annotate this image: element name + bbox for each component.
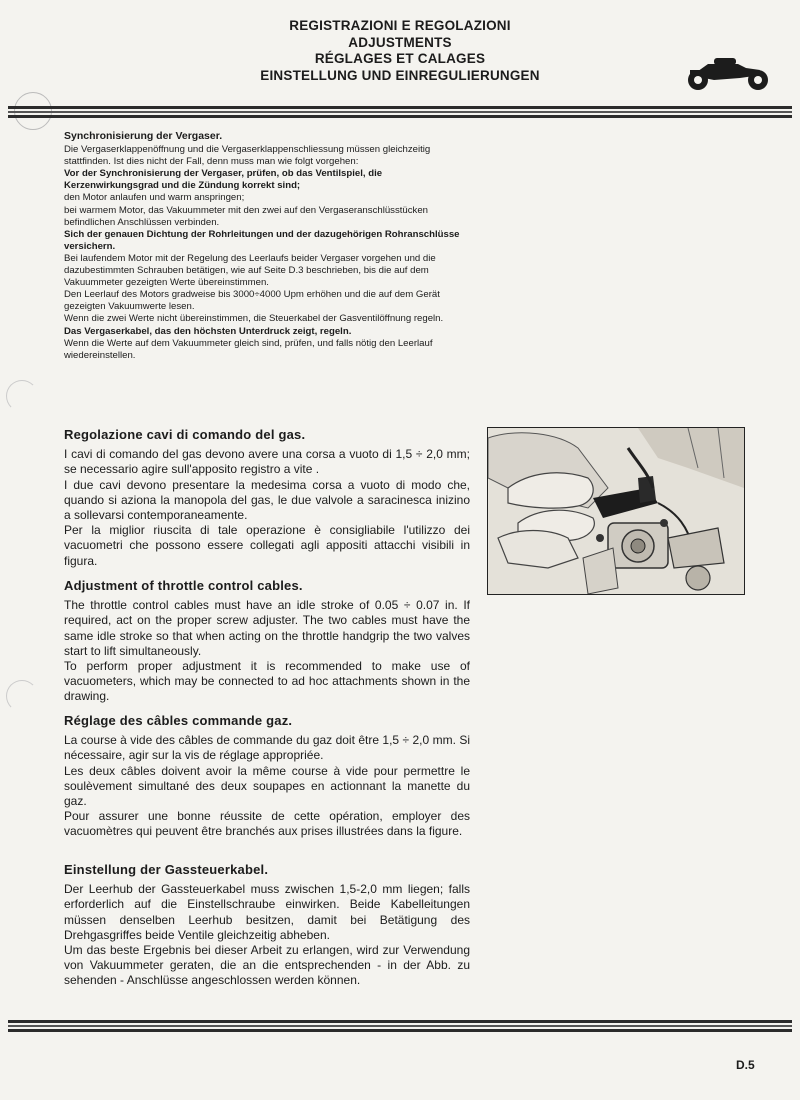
section-paragraph: I cavi di comando del gas devono avere una corsa a vuoto di 1,5 ÷ 2,0 mm; se necessario agire sull'apposito registro a vite . — [64, 447, 470, 477]
section-paragraph: Les deux câbles doivent avoir la même course à vide pour permettre le soulèvement simultané des deux soupapes en actionnant la manette du gaz. — [64, 763, 470, 809]
header-title-en: ADJUSTMENTS — [348, 34, 452, 50]
section-paragraph: Per la miglior riuscita di tale operazione è consigliabile l'utilizzo dei vacuometri che possono essere collegati agli appositi attacchi visibili in figura. — [64, 523, 470, 568]
section-paragraph: Um das beste Ergebnis bei dieser Arbeit zu erlangen, wird zur Verwendung von Vakuummeter geraten, die an die entsprechenden - in der Abb. zu sehenden - Anschlüsse angeschlossen werden können. — [64, 943, 470, 988]
header-title-fr: RÉGLAGES ET CALAGES — [314, 51, 486, 66]
page-number: D.5 — [736, 1058, 755, 1072]
section-paragraph: I due cavi devono presentare la medesima corsa a vuoto di modo che, quando si aziona la manopola del gas, le due valvole a saracinesca inizino a sollevarsi contemporaneamente. — [64, 477, 470, 523]
punch-hole-decoration — [6, 680, 38, 712]
carburettor-sync-section-de — [64, 130, 469, 362]
header-title-it: REGISTRAZIONI E REGOLAZIONI — [289, 18, 511, 33]
motorcycle-icon — [684, 56, 772, 92]
sync-bold-paragraph: Das Vergaserkabel, das den höchsten Unterdruck zeigt, regeln. — [64, 325, 352, 337]
section-heading-it: Regolazione cavi di comando del gas. — [64, 427, 306, 442]
carburettor-illustration — [488, 428, 744, 594]
sync-paragraph: Den Leerlauf des Motors gradweise bis 3000÷4000 Upm erhöhen und die auf dem Gerät gezeigten Vakuumwerte lesen. — [64, 289, 440, 313]
sync-paragraph: Wenn die Werte auf dem Vakuummeter gleich sind, prüfen, und falls nötig den Leerlauf wiedereinstellen. — [64, 337, 433, 361]
throttle-cable-section-de — [64, 862, 470, 989]
carburettor-figure — [487, 427, 745, 595]
throttle-cable-section-fr — [64, 713, 470, 840]
sync-paragraph: Bei laufendem Motor mit der Regelung des Leerlaufs beider Vergaser vorgehen und die dazubestimmten Schrauben betätigen, wie auf Seite D.3 beschrieben, bis die auf dem Vakuummeter gezeigten Werte übereinstimmen. — [64, 252, 436, 289]
sync-heading-de: Synchronisierung der Vergaser. — [64, 130, 223, 142]
punch-hole-decoration — [6, 380, 38, 412]
throttle-cable-section-en — [64, 578, 470, 705]
sync-paragraph: den Motor anlaufen und warm anspringen; — [64, 192, 245, 204]
section-heading-de: Einstellung der Gassteuerkabel. — [64, 862, 269, 877]
section-paragraph: The throttle control cables must have an idle stroke of 0.05 ÷ 0.07 in. If required, act on the proper screw adjuster. The two cables must have the same idle stroke so that when acting on the throttle handgrip the two valves start to lift simultaneously. — [64, 598, 470, 658]
section-paragraph: To perform proper adjustment it is recommended to make use of vacuometers, which may be connected to ad hoc attachments shown in the drawing. — [64, 659, 470, 704]
throttle-cable-section-it — [64, 427, 470, 569]
section-paragraph: Pour assurer une bonne réussite de cette opération, employer des vacuomètres qui peuvent être branchés aux prises illustrées dans la figure. — [64, 809, 470, 839]
section-paragraph: Der Leerhub der Gassteuerkabel muss zwischen 1,5-2,0 mm liegen; falls erforderlich auf die Einstellschraube einwirken. Beide Kabelleitungen müssen denselben Leerhub besitzen, damit bei Betätigung des Drehgasgriffes beide Ventile gleichzeitig abheben. — [64, 882, 470, 942]
sync-paragraph: Wenn die zwei Werte nicht übereinstimmen, die Steuerkabel der Gasventilöffnung regeln. — [64, 313, 444, 325]
header-divider — [8, 106, 792, 120]
section-heading-en: Adjustment of throttle control cables. — [64, 578, 303, 593]
section-heading-fr: Réglage des câbles commande gaz. — [64, 713, 293, 728]
sync-paragraph: Die Vergaserklappenöffnung und die Vergaserklappenschliessung müssen gleichzeitig stattfinden. Ist dies nicht der Fall, denn muss man wie folgt vorgehen: — [64, 144, 431, 168]
sync-bold-paragraph: Vor der Synchronisierung der Vergaser, prüfen, ob das Ventilspiel, die Kerzenwirkungsgrad und die Zündung korrekt sind; — [64, 168, 383, 192]
section-paragraph: La course à vide des câbles de commande du gaz doit être 1,5 ÷ 2,0 mm. Si nécessaire, agir sur la vis de réglage appropriée. — [64, 733, 470, 763]
sync-paragraph: bei warmem Motor, das Vakuummeter mit den zwei auf den Vergaseranschlüsstücken befindlichen Anschlüssen verbinden. — [64, 204, 429, 228]
footer-divider — [8, 1020, 792, 1034]
sync-bold-paragraph: Sich der genauen Dichtung der Rohrleitungen und der dazugehörigen Rohranschlüsse versichern. — [64, 228, 460, 252]
page-header-titles — [200, 18, 600, 84]
header-title-de: EINSTELLUNG UND EINREGULIERUNGEN — [260, 67, 540, 83]
